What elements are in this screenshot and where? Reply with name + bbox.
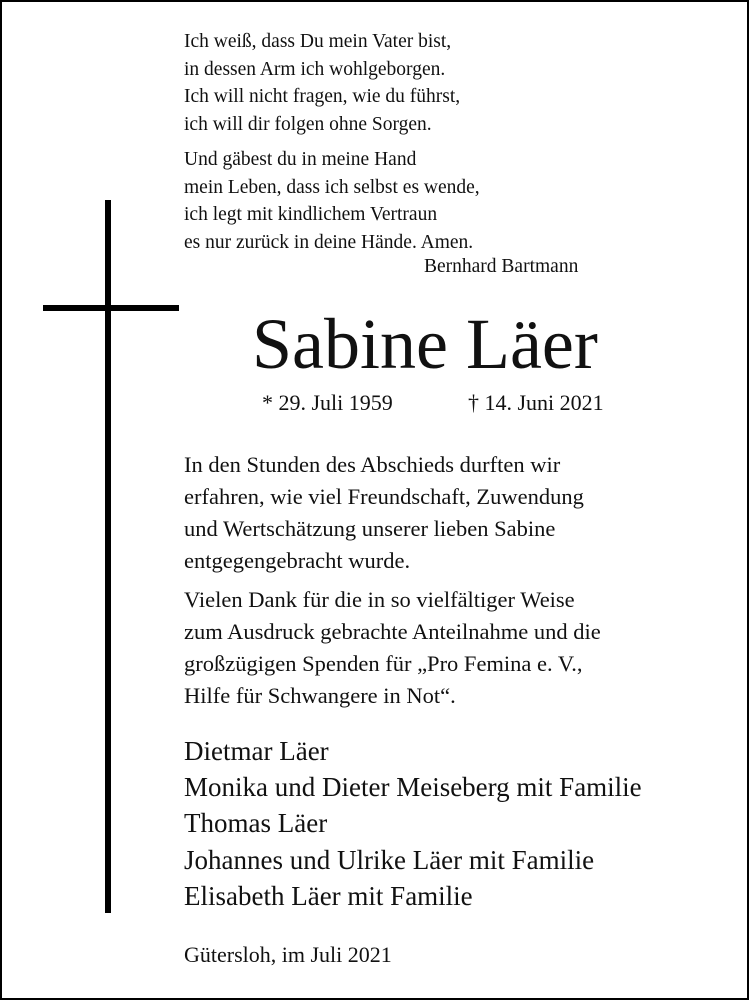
poem-line: Ich weiß, dass Du mein Vater bist, — [184, 31, 452, 52]
poem-line: ich will dir folgen ohne Sorgen. — [184, 113, 432, 135]
thanks-paragraph-1 — [184, 449, 724, 577]
poem-line: in dessen Arm ich wohlgeborgen. — [184, 58, 446, 80]
text-line: und Wertschätzung unserer lieben Sabine — [184, 516, 556, 541]
family-list — [184, 733, 642, 914]
poem-line: ich legt mit kindlichem Vertraun — [184, 204, 438, 225]
cross-icon-horizontal — [43, 305, 179, 311]
poem-line: mein Leben, dass ich selbst es wende, — [184, 176, 480, 198]
poem-line: Ich will nicht fragen, wie du führst, — [184, 86, 461, 107]
death-date: † 14. Juni 2021 — [468, 390, 604, 415]
family-member: Elisabeth Läer mit Familie — [184, 880, 473, 911]
family-member: Dietmar Läer — [184, 736, 329, 766]
family-member: Monika und Dieter Meiseberg mit Familie — [184, 772, 642, 803]
text-line: Vielen Dank für die in so vielfältiger Weise — [184, 587, 575, 612]
family-member: Thomas Läer — [184, 808, 328, 839]
thanks-paragraph-2 — [184, 584, 724, 712]
family-member: Johannes und Ulrike Läer mit Familie — [184, 844, 595, 875]
poem-line: es nur zurück in deine Hände. Amen. — [184, 231, 474, 253]
text-line: großzügigen Spenden für „Pro Femina e. V., — [184, 651, 583, 676]
text-line: entgegengebracht wurde. — [184, 548, 411, 573]
text-line: zum Ausdruck gebrachte Anteilnahme und die — [184, 619, 601, 644]
text-line: Hilfe für Schwangere in Not“. — [184, 683, 456, 708]
birth-date: * 29. Juli 1959 — [262, 390, 393, 415]
text-line: In den Stunden des Abschieds durften wir — [184, 452, 561, 477]
poem-line: Und gäbest du in meine Hand — [184, 149, 417, 170]
poem-stanza-2 — [184, 146, 644, 256]
poem-stanza-1 — [184, 28, 644, 138]
poem-author: Bernhard Bartmann — [424, 256, 579, 277]
place-date: Gütersloh, im Juli 2021 — [184, 942, 392, 967]
text-line: erfahren, wie viel Freundschaft, Zuwendung — [184, 484, 584, 509]
deceased-name: Sabine Läer — [252, 304, 598, 384]
